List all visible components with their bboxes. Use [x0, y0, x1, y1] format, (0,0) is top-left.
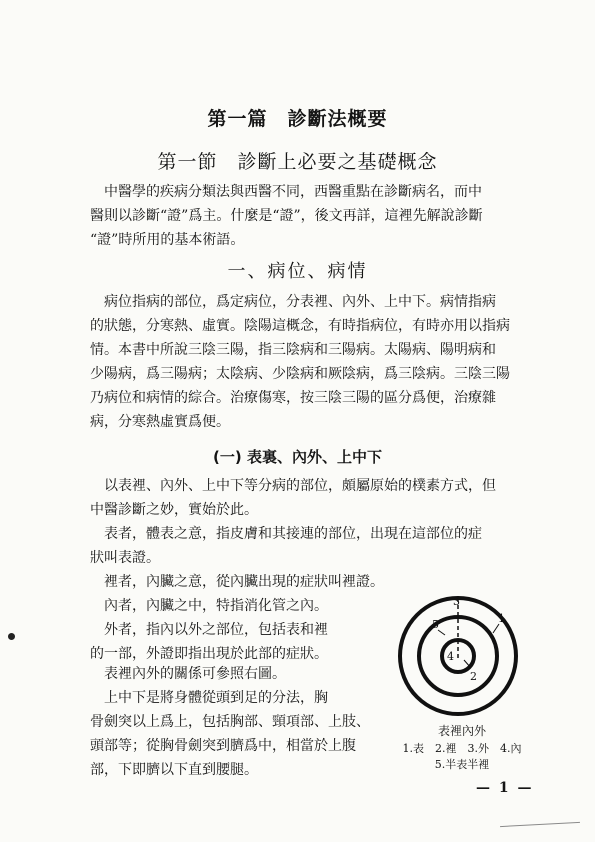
- subsubsection-title: (一) 表裏、內外、上中下: [213, 448, 382, 466]
- text-line: 部，下即臍以下直到腰腿。: [90, 762, 258, 778]
- diagram-label-2: 2: [470, 670, 477, 683]
- bingwei-paragraph: [90, 290, 530, 434]
- text-line: 外者，指內以外之部位，包括表和裡: [90, 622, 328, 638]
- text-line: 中醫學的疾病分類法與西醫不同，西醫重點在診斷病名，而中: [90, 184, 482, 200]
- text-line: 的一部，外證即指出現於此部的症狀。: [90, 646, 328, 662]
- diagram-label-1: 1: [498, 612, 505, 625]
- diagram-caption-title: 表裡內外: [437, 724, 486, 738]
- section-title: 第一節 診斷上必要之基礎概念: [157, 151, 438, 173]
- text-line: “證”時所用的基本術語。: [90, 232, 245, 248]
- diagram-caption-legend-2: 5.半表半裡: [434, 758, 490, 771]
- biaoli-paragraph: [90, 474, 530, 522]
- text-line: 少陽病，爲三陽病；太陰病、少陰病和厥陰病，爲三陰病。三陰三陽: [90, 366, 510, 382]
- text-line: 表裡內外的關係可參照右圖。: [90, 666, 286, 682]
- leader-line-5: [438, 630, 445, 635]
- text-line: 裡者，內臟之意，從內臟出現的症狀叫裡證。: [90, 574, 384, 590]
- diagram-reference-paragraph: [90, 662, 390, 686]
- text-line: 情。本書中所說三陰三陽，指三陰病和三陽病。太陽病、陽明病和: [90, 342, 496, 358]
- diagram-label-3: 3: [453, 595, 460, 608]
- intro-paragraph: [90, 180, 530, 252]
- text-line: 以表裡、內外、上中下等分病的部位，頗屬原始的樸素方式，但: [90, 478, 496, 494]
- text-line: 表者，體表之意，指皮膚和其接連的部位，出現在這部位的症: [90, 526, 482, 542]
- leader-line-1: [493, 624, 499, 633]
- diagram-label-5: 5: [432, 618, 439, 631]
- text-line: 醫則以診斷“證”爲主。什麼是“證”，後文再詳，這裡先解說診斷: [90, 208, 483, 224]
- text-line: 病，分寒熱虛實爲便。: [90, 414, 230, 430]
- concentric-circles-diagram: [392, 594, 532, 718]
- biaozhe-paragraph: [90, 522, 530, 570]
- page-number: — 1 —: [476, 780, 534, 796]
- neizhe-paragraph: [90, 594, 420, 618]
- lizhe-paragraph: [90, 570, 420, 594]
- text-line: 乃病位和病情的綜合。治療傷寒，按三陰三陽的區分爲便，治療雜: [90, 390, 496, 406]
- part-title: 第一篇 診斷法概要: [207, 108, 388, 130]
- shangzhongxia-paragraph: [90, 686, 400, 782]
- text-line: 的狀態，分寒熱、虛實。陰陽這概念，有時指病位，有時亦用以指病: [90, 318, 510, 334]
- diagram-label-4: 4: [447, 650, 454, 663]
- text-line: 狀叫表證。: [90, 550, 160, 566]
- text-line: 骨劍突以上爲上，包括胸部、頸項部、上肢、: [90, 714, 370, 730]
- text-line: 內者，內臟之中，特指消化管之內。: [90, 598, 328, 614]
- diagram-caption-legend: 1.表 2.裡 3.外 4.內: [402, 742, 522, 755]
- waizhe-paragraph: [90, 618, 390, 666]
- subsection-title: 一、病位、病情: [227, 261, 368, 282]
- text-line: 上中下是將身體從頭到足的分法，胸: [90, 690, 328, 706]
- text-line: 中醫診斷之妙，實始於此。: [90, 502, 258, 518]
- binding-hole-mark: [8, 633, 15, 640]
- scan-mark-line: [500, 822, 580, 827]
- text-line: 病位指病的部位，爲定病位，分表裡、內外、上中下。病情指病: [90, 294, 496, 310]
- text-line: 頭部等；從胸骨劍突到臍爲中，相當於上腹: [90, 738, 356, 754]
